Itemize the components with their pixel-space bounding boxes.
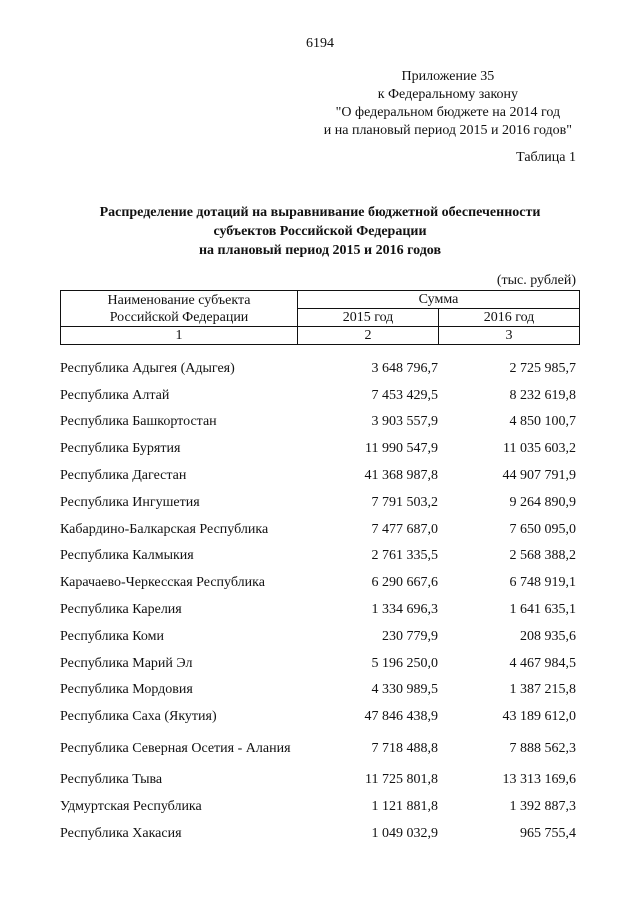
value-2016-cell: 44 907 791,9: [502, 468, 576, 484]
region-name-cell: Республика Тыва: [60, 772, 163, 788]
table-row: [60, 596, 580, 623]
table-row: [60, 766, 580, 793]
value-2016-cell: 2 725 985,7: [509, 360, 576, 376]
region-name-cell: Республика Бурятия: [60, 441, 181, 457]
page-number: 6194: [306, 36, 334, 51]
region-name-cell: Республика Башкортостан: [60, 414, 217, 430]
table-row: [60, 489, 580, 516]
region-name-cell: Республика Марий Эл: [60, 655, 193, 671]
table-row: [60, 820, 580, 847]
appendix-line: и на плановый период 2015 и 2016 годов": [323, 123, 572, 138]
header-sum-column: Сумма: [298, 291, 580, 309]
value-2016-cell: 2 568 388,2: [509, 548, 576, 564]
header-column-number: 3: [439, 327, 580, 345]
title-line: на плановый период 2015 и 2016 годов: [198, 243, 442, 258]
region-name-cell: Кабардино-Балкарская Республика: [60, 521, 269, 537]
value-2015-cell: 7 477 687,0: [371, 521, 438, 537]
header-name-line: Российской Федерации: [109, 309, 249, 325]
value-2016-cell: 8 232 619,8: [509, 387, 576, 403]
value-2015-cell: 1 121 881,8: [371, 798, 438, 814]
value-2015-cell: 6 290 667,6: [371, 575, 438, 591]
value-2016-cell: 9 264 890,9: [509, 494, 576, 510]
value-2016-cell: 1 387 215,8: [509, 682, 576, 698]
header-column-number: 1: [61, 327, 298, 345]
appendix-line: "О федеральном бюджете на 2014 год: [335, 105, 561, 120]
header-year-2016: 2016 год: [439, 309, 580, 327]
value-2015-cell: 41 368 987,8: [364, 468, 438, 484]
table-header: [60, 290, 580, 345]
value-2016-cell: 1 641 635,1: [509, 602, 576, 618]
region-name-cell: Республика Мордовия: [60, 682, 193, 698]
value-2016-cell: 965 755,4: [520, 825, 576, 841]
value-2016-cell: 6 748 919,1: [509, 575, 576, 591]
value-2016-cell: 11 035 603,2: [503, 441, 576, 457]
region-name-cell: Республика Коми: [60, 628, 164, 644]
value-2016-cell: 7 888 562,3: [509, 740, 576, 756]
region-name-cell: Республика Саха (Якутия): [60, 709, 217, 725]
region-name-cell: Республика Калмыкия: [60, 548, 194, 564]
value-2015-cell: 3 648 796,7: [371, 360, 438, 376]
value-2015-cell: 3 903 557,9: [371, 414, 438, 430]
value-2015-cell: 7 791 503,2: [371, 494, 438, 510]
value-2015-cell: 4 330 989,5: [371, 682, 438, 698]
value-2016-cell: 208 935,6: [520, 628, 576, 644]
value-2015-cell: 2 761 335,5: [371, 548, 438, 564]
value-2015-cell: 1 334 696,3: [371, 602, 438, 618]
table-row: [60, 730, 580, 766]
table-row: [60, 382, 580, 409]
value-2015-cell: 11 990 547,9: [365, 441, 438, 457]
region-name-cell: Республика Адыгея (Адыгея): [60, 360, 235, 376]
appendix-line: Приложение 35: [401, 69, 495, 84]
value-2015-cell: 7 453 429,5: [371, 387, 438, 403]
value-2016-cell: 1 392 887,3: [509, 798, 576, 814]
region-name-cell: Республика Алтай: [60, 387, 170, 403]
value-2016-cell: 13 313 169,6: [502, 772, 576, 788]
table-row: [60, 543, 580, 570]
region-name-cell: Удмуртская Республика: [60, 798, 202, 814]
value-2016-cell: 4 467 984,5: [509, 655, 576, 671]
value-2015-cell: 11 725 801,8: [365, 772, 438, 788]
value-2016-cell: 4 850 100,7: [509, 414, 576, 430]
value-2015-cell: 5 196 250,0: [371, 655, 438, 671]
region-name-cell: Республика Карелия: [60, 602, 182, 618]
table-row: [60, 623, 580, 650]
value-2015-cell: 7 718 488,8: [371, 740, 438, 756]
value-2015-cell: 47 846 438,9: [364, 709, 438, 725]
table-row: [60, 355, 580, 382]
table-row: [60, 409, 580, 436]
value-2016-cell: 7 650 095,0: [509, 521, 576, 537]
header-year-2015: 2015 год: [298, 309, 439, 327]
title-line: Распределение дотаций на выравнивание бюджетной обеспеченности: [99, 205, 541, 220]
title-line: субъектов Российской Федерации: [213, 224, 427, 239]
value-2015-cell: 230 779,9: [382, 628, 438, 644]
data-table: [60, 355, 580, 847]
value-2015-cell: 1 049 032,9: [371, 825, 438, 841]
table-row: [60, 462, 580, 489]
region-name-cell: Карачаево-Черкесская Республика: [60, 575, 265, 591]
appendix-note: [324, 68, 572, 140]
table-row: [60, 793, 580, 820]
units-label: (тыс. рублей): [496, 273, 576, 288]
table-row: [60, 569, 580, 596]
region-name-cell: Республика Дагестан: [60, 468, 187, 484]
header-name-column: [61, 291, 298, 327]
region-name-cell: Республика Хакасия: [60, 825, 182, 841]
table-row: [60, 435, 580, 462]
region-name-cell: Республика Северная Осетия - Алания: [60, 740, 291, 756]
appendix-line: к Федеральному закону: [377, 87, 519, 102]
document-title: [0, 203, 640, 260]
value-2016-cell: 43 189 612,0: [502, 709, 576, 725]
table-row: [60, 650, 580, 677]
table-label: Таблица 1: [516, 150, 576, 165]
header-column-number: 2: [298, 327, 439, 345]
table-row: [60, 703, 580, 730]
header-name-line: Наименование субъекта: [107, 292, 251, 308]
region-name-cell: Республика Ингушетия: [60, 494, 200, 510]
table-row: [60, 516, 580, 543]
table-row: [60, 677, 580, 704]
